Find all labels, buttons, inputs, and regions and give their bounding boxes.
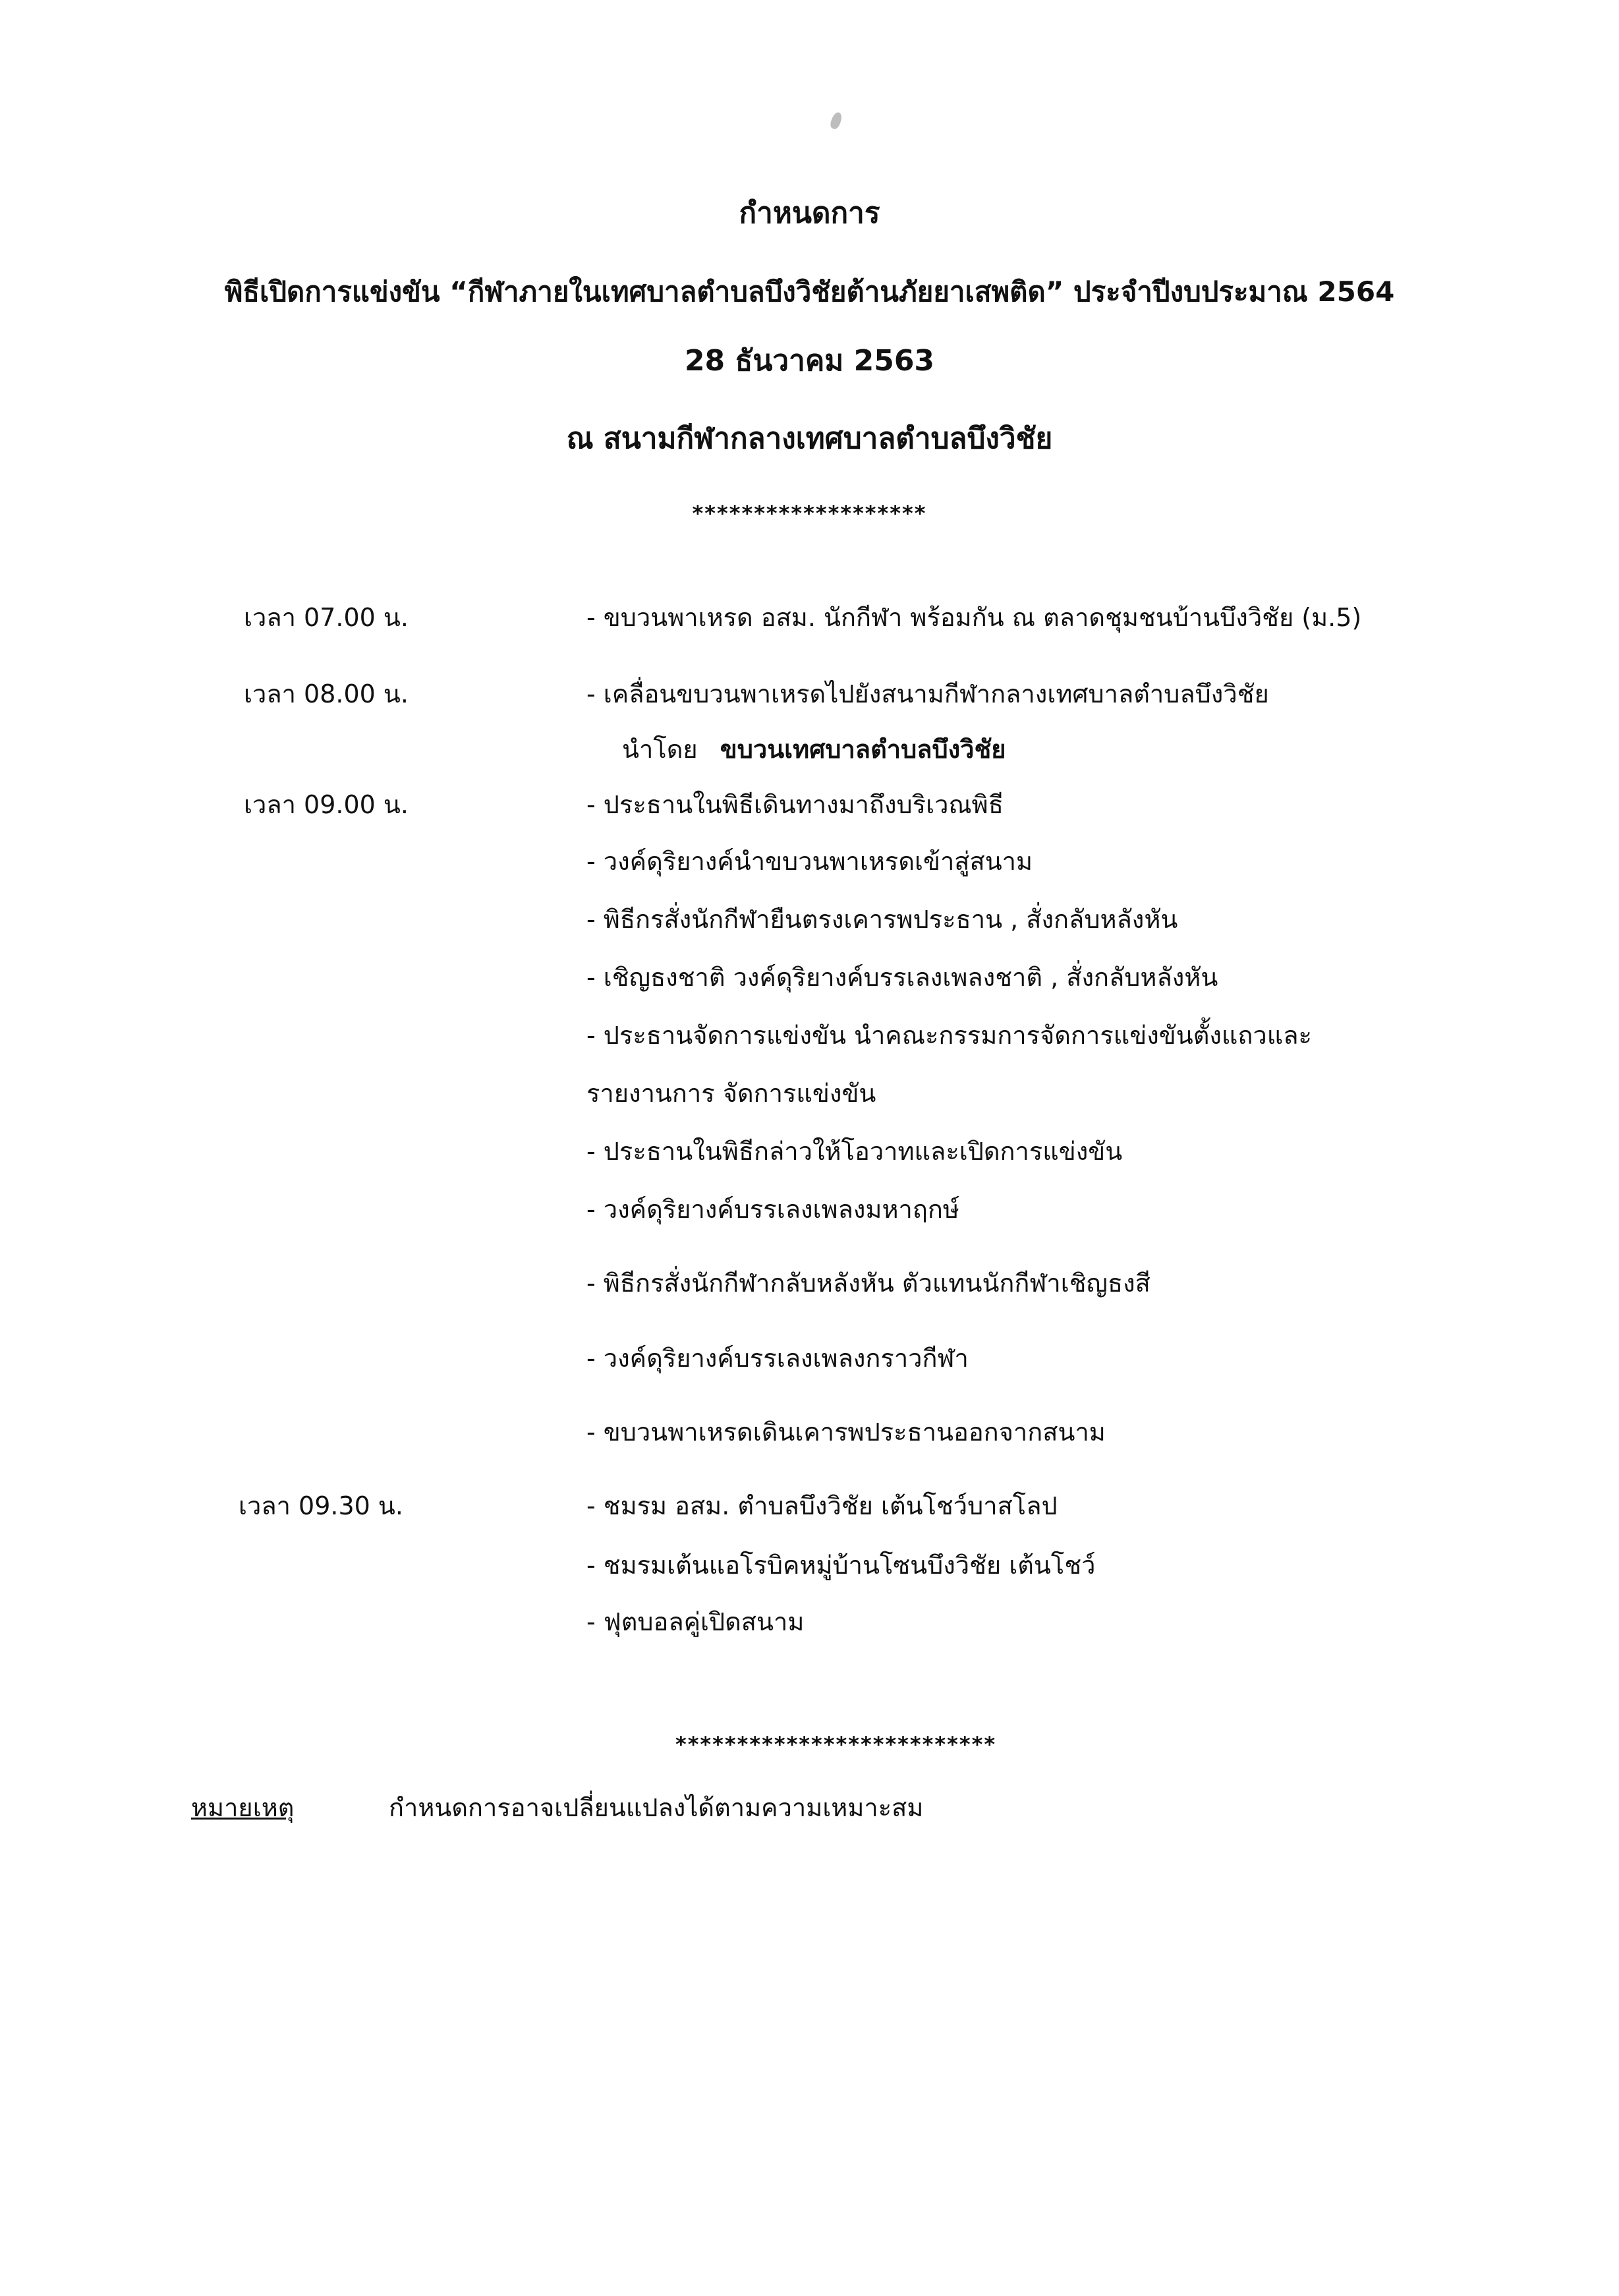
led-by-line	[622, 729, 1006, 769]
schedule-item: - ประธานในพิธีกล่าวให้โอวาทและเปิดการแข่งขัน	[586, 1137, 1123, 1166]
led-by-name: ขบวนเทศบาลตำบลบึงวิชัย	[720, 735, 1006, 764]
footer-stars: **************************	[675, 1732, 997, 1757]
schedule-item: - พิธีกรสั่งนักกีฬายืนตรงเคารพประธาน , สั่งกลับหลังหัน	[586, 905, 1178, 934]
scan-speck	[829, 111, 843, 130]
schedule-item: - ฟุตบอลคู่เปิดสนาม	[586, 1607, 805, 1636]
time-0930: เวลา 09.30 น.	[239, 1491, 403, 1520]
schedule-item: - ประธานในพิธีเดินทางมาถึงบริเวณพิธี	[586, 790, 1004, 819]
header-stars: *******************	[692, 501, 927, 526]
schedule-item: - วงค์ดุริยางค์บรรเลงเพลงกราวกีฬา	[586, 1344, 969, 1373]
schedule-item-continuation: รายงานการ จัดการแข่งขัน	[586, 1079, 876, 1108]
time-0700: เวลา 07.00 น.	[244, 603, 409, 632]
schedule-item: - ขบวนพาเหรดเดินเคารพประธานออกจากสนาม	[586, 1418, 1106, 1447]
time-0900: เวลา 09.00 น.	[244, 790, 409, 819]
time-0800: เวลา 08.00 น.	[244, 679, 409, 708]
note-text: กำหนดการอาจเปลี่ยนแปลงได้ตามความเหมาะสม	[389, 1793, 924, 1822]
doc-title: กำหนดการ	[739, 196, 880, 230]
schedule-item: - ประธานจัดการแข่งขัน นำคณะกรรมการจัดการแข่งขันตั้งแถวและ	[586, 1021, 1312, 1050]
schedule-item: - เชิญธงชาติ วงค์ดุริยางค์บรรเลงเพลงชาติ , สั่งกลับหลังหัน	[586, 963, 1218, 992]
schedule-item: - พิธีกรสั่งนักกีฬากลับหลังหัน ตัวแทนนักกีฬาเชิญธงสี	[586, 1269, 1150, 1298]
schedule-item: - วงค์ดุริยางค์นำขบวนพาเหรดเข้าสู่สนาม	[586, 847, 1033, 876]
led-by-prefix: นำโดย	[622, 735, 698, 764]
doc-date: 28 ธันวาคม 2563	[684, 344, 935, 378]
schedule-item: - เคลื่อนขบวนพาเหรดไปยังสนามกีฬากลางเทศบาลตำบลบึงวิชัย	[586, 679, 1269, 708]
doc-venue: ณ สนามกีฬากลางเทศบาลตำบลบึงวิชัย	[566, 422, 1053, 455]
schedule-item: - วงค์ดุริยางค์บรรเลงเพลงมหาฤกษ์	[586, 1195, 959, 1224]
schedule-item: - ชมรม อสม. ตำบลบึงวิชัย เต้นโชว์บาสโลป	[586, 1491, 1058, 1520]
schedule-item: - ขบวนพาเหรด อสม. นักกีฬา พร้อมกัน ณ ตลาดชุมชนบ้านบึงวิชัย (ม.5)	[586, 603, 1362, 632]
schedule-item: - ชมรมเต้นแอโรบิคหมู่บ้านโซนบึงวิชัย เต้นโชว์	[586, 1551, 1096, 1580]
note-label: หมายเหตุ	[191, 1793, 295, 1822]
doc-subtitle: พิธีเปิดการแข่งขัน “กีฬาภายในเทศบาลตำบลบึงวิชัยต้านภัยยาเสพติด” ประจำปีงบประมาณ 2564	[224, 275, 1395, 308]
